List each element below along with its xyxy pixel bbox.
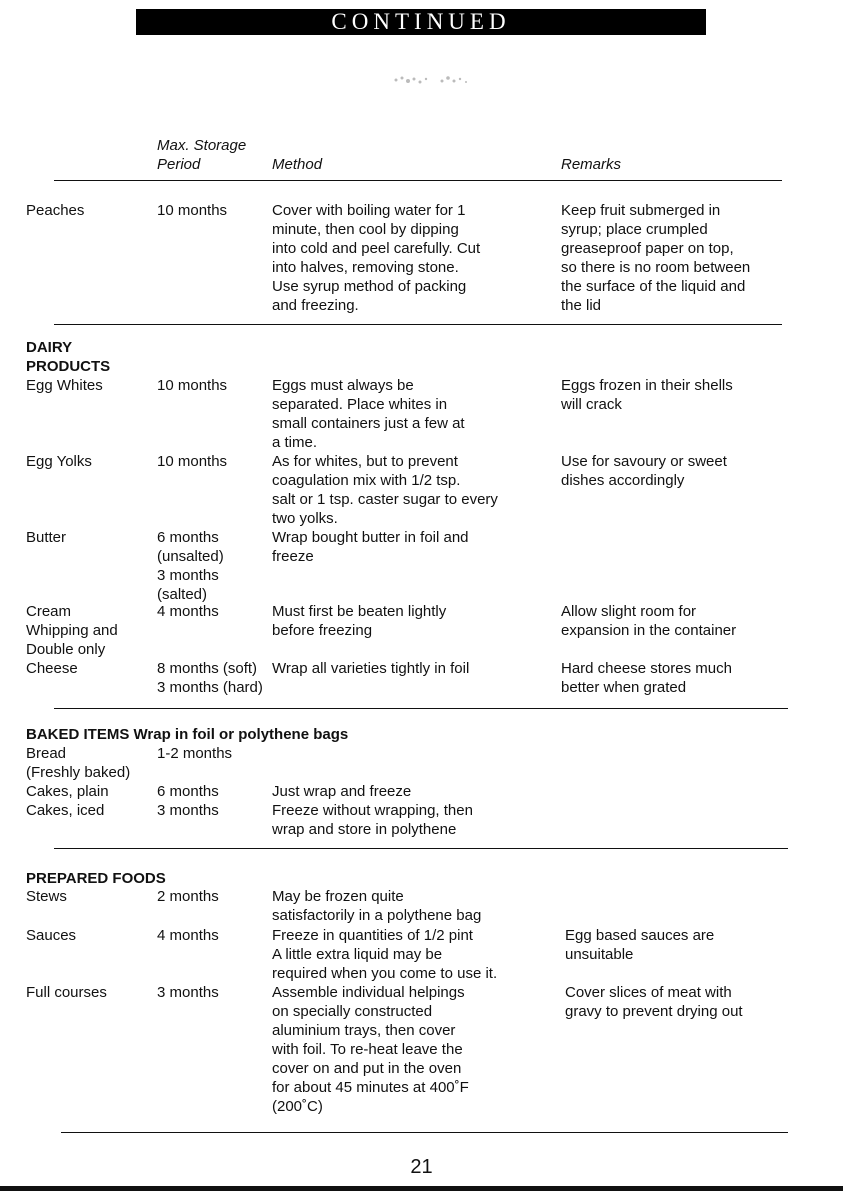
method-line: and freezing. [272, 297, 359, 314]
period-egg-yolks: 10 months [157, 453, 228, 470]
remarks-line: will crack [561, 396, 622, 413]
method-line: on specially constructed [272, 1003, 433, 1020]
method-line: cover on and put in the oven [272, 1060, 462, 1077]
section-heading-baked: BAKED ITEMS Wrap in foil or polythene bags [26, 726, 349, 743]
method-line: Cover with boiling water for 1 [272, 202, 466, 219]
section-heading-prepared: PREPARED FOODS [26, 870, 166, 887]
method-line: before freezing [272, 622, 373, 639]
item-stews: Stews [26, 888, 67, 905]
method-line: separated. Place whites in [272, 396, 448, 413]
method-line: As for whites, but to prevent [272, 453, 458, 470]
period-line: (salted) [157, 586, 208, 603]
method-line: minute, then cool by dipping [272, 221, 459, 238]
period-line: 8 months (soft) [157, 660, 258, 677]
method-line: into halves, removing stone. [272, 259, 459, 276]
period-cakes-iced: 3 months [157, 802, 219, 819]
section-rule [61, 1132, 788, 1133]
section-rule [54, 708, 788, 709]
remarks-line: Egg based sauces are [565, 927, 715, 944]
item-cream: Cream [26, 603, 72, 620]
remarks-line: better when grated [561, 679, 687, 696]
section-heading-products: PRODUCTS [26, 358, 111, 375]
period-line: 6 months [157, 529, 219, 546]
period-stews: 2 months [157, 888, 219, 905]
section-rule [54, 324, 782, 325]
remarks-line: Use for savoury or sweet [561, 453, 727, 470]
remarks-line: Allow slight room for [561, 603, 697, 620]
method-line: with foil. To re-heat leave the [272, 1041, 463, 1058]
remarks-line: Cover slices of meat with [565, 984, 732, 1001]
period-full-courses: 3 months [157, 984, 219, 1001]
method-line: Assemble individual helpings [272, 984, 465, 1001]
method-line: May be frozen quite [272, 888, 404, 905]
method-line: A little extra liquid may be [272, 946, 443, 963]
method-line: for about 45 minutes at 400˚F [272, 1079, 469, 1096]
page-number: 21 [410, 1156, 433, 1178]
remarks-line: Hard cheese stores much [561, 660, 732, 677]
method-line: Must first be beaten lightly [272, 603, 447, 620]
period-line: 3 months (hard) [157, 679, 263, 696]
decorative-ornament [388, 70, 478, 90]
period-bread: 1-2 months [157, 745, 233, 762]
period-sauces: 4 months [157, 927, 219, 944]
remarks-line: greaseproof paper on top, [561, 240, 734, 257]
remarks-line: expansion in the container [561, 622, 737, 639]
item-full-courses: Full courses [26, 984, 107, 1001]
item-peaches: Peaches [26, 202, 85, 219]
method-line: wrap and store in polythene [272, 821, 457, 838]
page-bottom-edge [0, 1186, 843, 1191]
method-line: Freeze in quantities of 1/2 pint [272, 927, 473, 944]
item-egg-yolks: Egg Yolks [26, 453, 92, 470]
item-cream-line: Double only [26, 641, 106, 658]
remarks-line: so there is no room between [561, 259, 751, 276]
remarks-line: gravy to prevent drying out [565, 1003, 743, 1020]
section-rule [54, 848, 788, 849]
period-peaches: 10 months [157, 202, 228, 219]
method-line: small containers just a few at [272, 415, 465, 432]
method-line: Freeze without wrapping, then [272, 802, 473, 819]
period-cream: 4 months [157, 603, 219, 620]
section-heading-dairy: DAIRY [26, 339, 73, 356]
item-sauces: Sauces [26, 927, 77, 944]
item-bread-note: (Freshly baked) [26, 764, 131, 781]
header-method: Method [272, 156, 323, 173]
item-cakes-iced: Cakes, iced [26, 802, 105, 819]
method-line: satisfactorily in a polythene bag [272, 907, 482, 924]
method-line: a time. [272, 434, 318, 451]
method-line: salt or 1 tsp. caster sugar to every [272, 491, 498, 508]
method-line: (200˚C) [272, 1098, 323, 1115]
remarks-line: Eggs frozen in their shells [561, 377, 733, 394]
remarks-line: unsuitable [565, 946, 634, 963]
item-cakes-plain: Cakes, plain [26, 783, 109, 800]
method-line: Wrap bought butter in foil and [272, 529, 469, 546]
method-line: into cold and peel carefully. Cut [272, 240, 481, 257]
item-bread: Bread [26, 745, 67, 762]
method-line: Just wrap and freeze [272, 783, 412, 800]
remarks-line: the surface of the liquid and [561, 278, 746, 295]
period-egg-whites: 10 months [157, 377, 228, 394]
method-line: Use syrup method of packing [272, 278, 467, 295]
method-line: two yolks. [272, 510, 338, 527]
period-line: (unsalted) [157, 548, 224, 565]
method-line: required when you come to use it. [272, 965, 498, 982]
remarks-line: dishes accordingly [561, 472, 685, 489]
method-line: Eggs must always be [272, 377, 414, 394]
item-cream-line: Whipping and [26, 622, 118, 639]
header-remarks: Remarks [561, 156, 622, 173]
remarks-line: Keep fruit submerged in [561, 202, 721, 219]
period-cakes-plain: 6 months [157, 783, 219, 800]
item-butter: Butter [26, 529, 67, 546]
item-egg-whites: Egg Whites [26, 377, 103, 394]
remarks-line: syrup; place crumpled [561, 221, 708, 238]
method-line: coagulation mix with 1/2 tsp. [272, 472, 461, 489]
remarks-line: the lid [561, 297, 602, 314]
method-line: freeze [272, 548, 314, 565]
period-line: 3 months [157, 567, 219, 584]
header-storage: Max. Storage [157, 137, 247, 154]
method-line: aluminium trays, then cover [272, 1022, 456, 1039]
item-cheese: Cheese [26, 660, 78, 677]
header-period: Period [157, 156, 201, 173]
header-rule [54, 180, 782, 181]
continued-banner: CONTINUED [136, 9, 706, 35]
method-line: Wrap all varieties tightly in foil [272, 660, 470, 677]
